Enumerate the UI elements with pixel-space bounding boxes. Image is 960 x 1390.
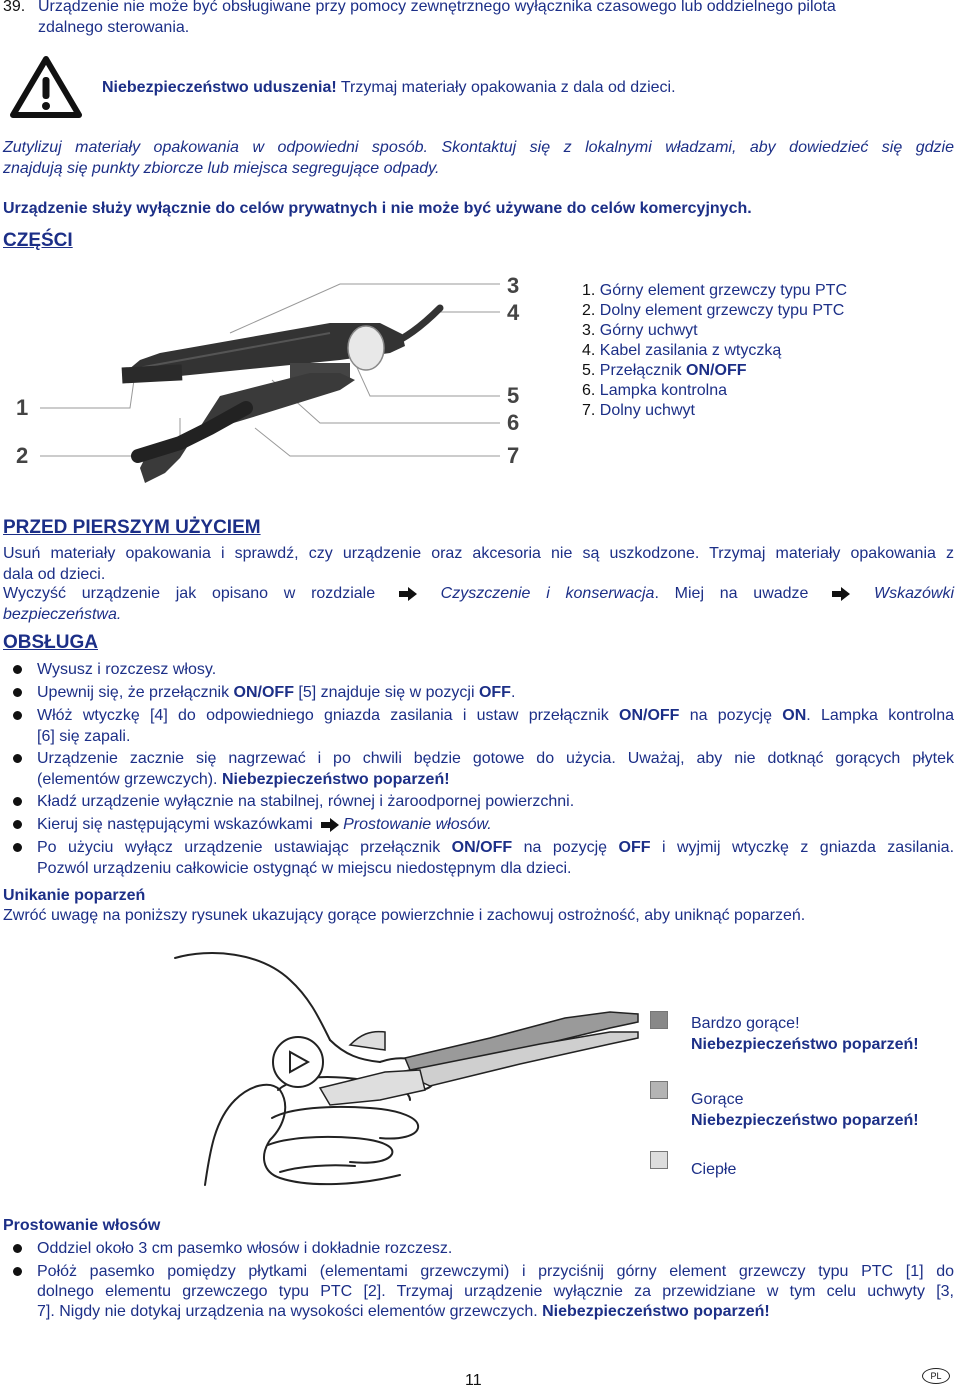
legend-hot-warning: Niebezpieczeństwo poparzeń!: [691, 1112, 919, 1129]
suffocation-warning-text: Trzymaj materiały opakowania z dala od dzieci.: [336, 79, 676, 96]
bullet-icon: [13, 754, 22, 763]
callout-1: 1: [16, 395, 29, 420]
step-bold: OFF: [618, 839, 651, 856]
parts-list-label: Dolny uchwyt: [599, 402, 695, 419]
callout-2: 2: [16, 443, 29, 468]
straightening-step-1: Oddziel około 3 cm pasemko włosów i dokładnie rozczesz.: [37, 1240, 453, 1257]
before-first-use-line-1: Usuń materiały opakowania i sprawdź, czy urządzenie oraz akcesoria nie są uszkodzone. Trzymaj materiały opakowania z: [3, 545, 954, 562]
parts-heading: CZĘŚCI: [3, 230, 73, 251]
callout-6: 6: [507, 410, 520, 435]
hot-surfaces-figure: [170, 940, 640, 1195]
straightening-heading: Prostowanie włosów: [3, 1217, 161, 1234]
straightening-step-2-line-2: dolnego elementu grzewczego typu PTC [2]. Trzymaj urządzenie wyłącznie za przewidziane w tym celu uchwyty [3,: [37, 1283, 954, 1300]
parts-list-label: Lampka kontrolna: [599, 382, 727, 399]
step-text: i wyjmij wtyczkę z gniazda zasilania.: [650, 839, 955, 856]
bullet-icon: [13, 688, 22, 697]
operation-step-1: Wysusz i rozczesz włosy.: [37, 661, 217, 678]
arrow-right-icon: [321, 818, 339, 832]
legend-warm: [691, 1159, 736, 1180]
bullet-icon: [13, 665, 22, 674]
callout-5: 5: [507, 383, 520, 408]
language-badge: [922, 1368, 950, 1384]
parts-list-item-6: [582, 381, 942, 401]
straightening-step-2: Połóż pasemko pomiędzy płytkami (elementami grzewczymi) i przyciśnij górny element grzewczy typu PTC [1] do: [37, 1263, 954, 1280]
private-use-note: Urządzenie służy wyłącznie do celów prywatnych i nie może być używane do celów komercyjnych.: [3, 200, 752, 217]
parts-list-label: Przełącznik: [599, 362, 687, 379]
legend-very-hot-warning: Niebezpieczeństwo poparzeń!: [691, 1036, 919, 1053]
step-bold: Niebezpieczeństwo poparzeń!: [221, 771, 450, 788]
bullet-icon: [13, 843, 22, 852]
step-bold: ON/OFF: [233, 684, 294, 701]
hot-swatch: [650, 1081, 668, 1099]
language-badge-label: PL: [930, 1371, 942, 1381]
suffocation-warning: [102, 77, 954, 98]
operation-step-4: Urządzenie zacznie się nagrzewać i po chwili będzie gotowe do użycia. Uważaj, aby nie dotknąć gorących płytek: [37, 750, 954, 767]
item-39-text-2: zdalnego sterowania.: [38, 19, 190, 36]
parts-list-num: 3.: [582, 322, 596, 339]
callout-7: 7: [507, 443, 520, 468]
step-text: Kieruj się następującymi wskazówkami: [37, 816, 313, 833]
step-text: 7]. Nigdy nie dotykaj urządzenia na wysokości elementów grzewczych.: [37, 1303, 543, 1320]
bullet-icon: [13, 1267, 22, 1276]
clean-text-2: . Miej na uwadze: [654, 585, 809, 602]
parts-list-label: Dolny element grzewczy typu PTC: [599, 302, 845, 319]
item-39: [3, 0, 954, 17]
item-39-text: Urządzenie nie może być obsługiwane przy pomocy zewnętrznego wyłącznika czasowego lub oddzielnego pilota: [38, 0, 836, 15]
step-bold: ON: [782, 707, 807, 724]
straightening-ref-link[interactable]: Prostowanie włosów: [343, 816, 488, 833]
step-bold: ON/OFF: [619, 707, 680, 724]
legend-warm-label: Ciepłe: [691, 1161, 737, 1178]
arrow-right-icon: [832, 587, 850, 601]
operation-heading: OBSŁUGA: [3, 632, 98, 653]
hair-straightener-parts-figure: [10, 268, 540, 493]
safety-ref-link[interactable]: Wskazówki: [873, 585, 954, 602]
step-text: Włóż wtyczkę [4] do odpowiedniego gniazda zasilania i ustaw przełącznik: [37, 707, 620, 724]
clean-instruction-line-2: bezpieczeństwa.: [3, 606, 122, 623]
page-number: 11: [465, 1372, 482, 1389]
step-text: .: [487, 816, 492, 833]
parts-list-bold: ON/OFF: [686, 362, 747, 379]
parts-list-item-1: [582, 281, 942, 301]
burns-text: Zwróć uwagę na poniższy rysunek ukazujący gorące powierzchnie i zachowuj ostrożność, aby uniknąć poparzeń.: [3, 907, 806, 924]
operation-step-5: Kładź urządzenie wyłącznie na stabilnej, równej i żaroodpornej powierzchni.: [37, 793, 575, 810]
parts-list-item-7: [582, 401, 942, 421]
clean-text: Wyczyść urządzenie jak opisano w rozdziale: [3, 585, 376, 602]
parts-list-num: 6.: [582, 382, 596, 399]
before-first-use-line-2: dala od dzieci.: [3, 566, 106, 583]
clean-instruction: [3, 583, 954, 604]
warning-triangle-icon: [10, 55, 82, 119]
legend-hot-label: Gorące: [691, 1091, 744, 1108]
operation-step-3-line-2: [6] się zapali.: [37, 728, 131, 745]
operation-step-3: [37, 705, 954, 726]
bullet-icon: [13, 1244, 22, 1253]
parts-list-num: 2.: [582, 302, 596, 319]
step-text: na pozycję: [512, 839, 619, 856]
parts-list-item-2: [582, 301, 942, 321]
parts-list-item-4: [582, 341, 942, 361]
parts-list-num: 1.: [582, 282, 596, 299]
arrow-right-icon: [399, 587, 417, 601]
straightening-step-2-line-3: [37, 1301, 954, 1322]
parts-list: [582, 281, 942, 421]
operation-step-7: [37, 837, 954, 858]
bullet-icon: [13, 820, 22, 829]
parts-list-num: 4.: [582, 342, 596, 359]
parts-list-label: Górny uchwyt: [599, 322, 698, 339]
step-text: [5] znajduje się w pozycji: [293, 684, 479, 701]
step-text: .: [510, 684, 516, 701]
parts-list-label: Górny element grzewczy typu PTC: [599, 282, 847, 299]
parts-list-num: 5.: [582, 362, 596, 379]
suffocation-warning-bold: Niebezpieczeństwo uduszenia!: [102, 79, 337, 96]
clean-ref-link[interactable]: Czyszczenie i konserwacja: [440, 585, 655, 602]
step-text: Po użyciu wyłącz urządzenie ustawiając przełącznik: [37, 839, 452, 856]
very-hot-swatch: [650, 1011, 668, 1029]
before-first-use-heading: PRZED PIERSZYM UŻYCIEM: [3, 517, 261, 538]
callout-3: 3: [507, 273, 520, 298]
bullet-icon: [13, 797, 22, 806]
step-bold: ON/OFF: [451, 839, 513, 856]
item-39-number: 39.: [3, 0, 26, 15]
operation-step-6: [37, 814, 954, 835]
operation-step-2: [37, 682, 954, 703]
step-text: na pozycję: [679, 707, 783, 724]
parts-list-item-3: [582, 321, 942, 341]
parts-list-label: Kabel zasilania z wtyczką: [599, 342, 782, 359]
recycle-line-1: Zutylizuj materiały opakowania w odpowiedni sposób. Skontaktuj się z lokalnymi władzami, aby dowiedzieć się gdzie: [3, 139, 954, 156]
operation-step-7-line-2: Pozwól urządzeniu całkowicie ostygnąć w miejscu niedostępnym dla dzieci.: [37, 860, 572, 877]
legend-very-hot: [691, 1013, 919, 1055]
step-bold: OFF: [478, 684, 511, 701]
parts-list-item-5: [582, 361, 942, 381]
operation-step-4-line-2: [37, 769, 954, 790]
warm-swatch: [650, 1151, 668, 1169]
recycle-line-2: znajdują się punkty zbiorcze lub miejsca segregujące odpady.: [3, 160, 440, 177]
step-text: (elementów grzewczych).: [37, 771, 222, 788]
burns-heading: Unikanie poparzeń: [3, 887, 146, 904]
step-bold: Niebezpieczeństwo poparzeń!: [542, 1303, 770, 1320]
step-text: . Lampka kontrolna: [806, 707, 955, 724]
step-text: Upewnij się, że przełącznik: [37, 684, 234, 701]
legend-very-hot-label: Bardzo gorące!: [691, 1015, 800, 1032]
callout-4: 4: [507, 300, 520, 325]
parts-list-num: 7.: [582, 402, 596, 419]
legend-hot: [691, 1089, 919, 1131]
bullet-icon: [13, 711, 22, 720]
